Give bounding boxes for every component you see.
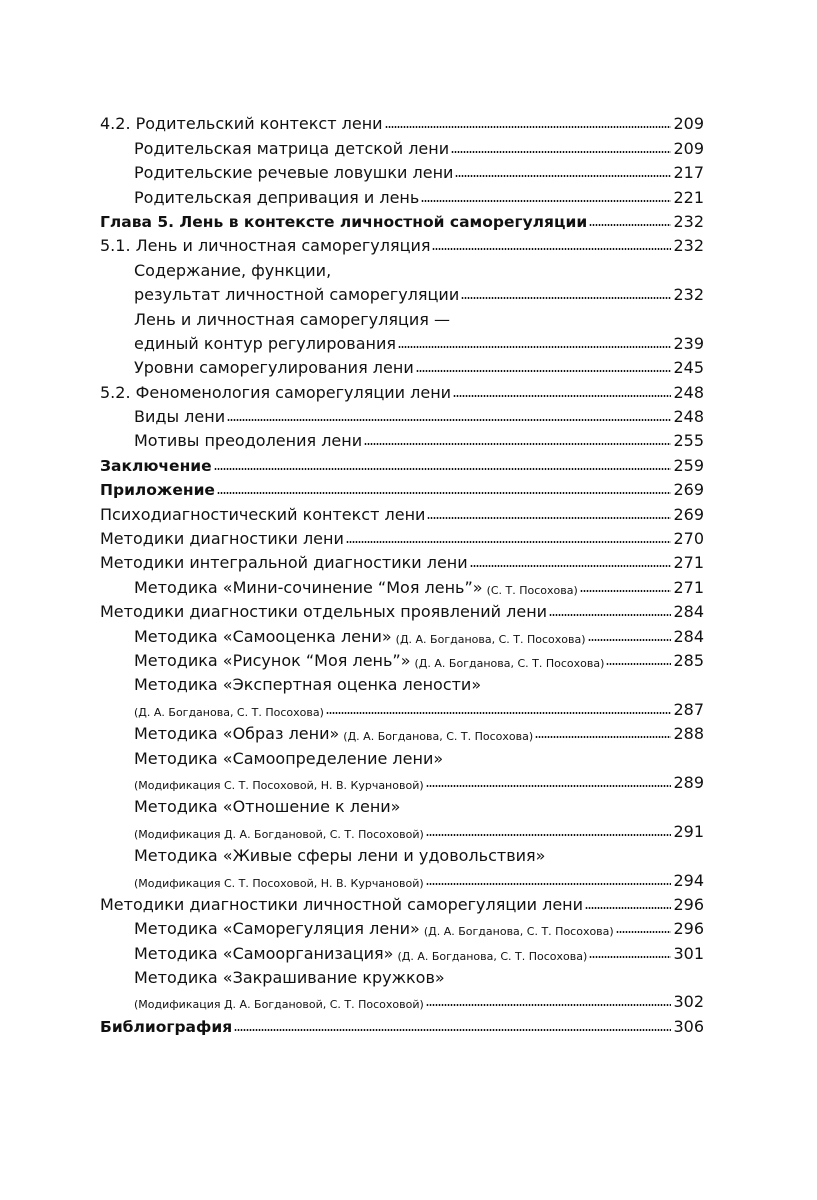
toc-entry	[100, 938, 704, 962]
toc-entry-title: Заключение	[100, 456, 212, 475]
dot-leader	[585, 907, 671, 909]
toc-entry-title: Родительская матрица детской лени	[134, 138, 450, 158]
dot-leader	[426, 834, 672, 836]
dot-leader	[214, 468, 672, 470]
dot-leader	[234, 1029, 671, 1031]
toc-entry-title: Методика «Самоорганизация»	[134, 943, 394, 963]
toc-page-number: 285	[673, 650, 704, 670]
toc-page-number: 284	[673, 602, 704, 622]
toc-entry	[100, 207, 704, 231]
toc-entry	[100, 646, 704, 670]
toc-entry	[100, 231, 704, 255]
toc-entry-authors: (Д. А. Богданова, С. Т. Посохова)	[134, 705, 324, 719]
toc-entry-title: Методика «Рисунок “Моя лень”»	[134, 650, 411, 670]
toc-entry-title: Методика «Мини-сочинение “Моя лень”»	[134, 577, 483, 597]
toc-page-number: 291	[673, 821, 704, 841]
toc-entry-title: Методика «Закрашивание кружков»	[134, 968, 445, 988]
toc-entry-authors: (Д. А. Богданова, С. Т. Посохова)	[397, 949, 588, 963]
toc-page-number: 288	[673, 724, 704, 744]
toc-entry-title: единый контур регулирования	[134, 333, 396, 353]
toc-entry	[100, 670, 704, 694]
toc-page-number: 294	[673, 870, 704, 890]
toc-entry-title: Методика «Саморегуляция лени»	[134, 919, 420, 939]
toc-entry-authors: (Модификация С. Т. Посоховой, Н. В. Курчановой)	[134, 876, 424, 890]
dot-leader	[589, 224, 671, 226]
toc-entry	[100, 329, 704, 353]
toc-entry-title: Родительские речевые ловушки лени	[134, 163, 454, 183]
toc-page-number: 301	[673, 943, 704, 963]
toc-entry	[100, 426, 704, 450]
toc-page-number: 302	[673, 992, 704, 1012]
toc-page-number: 255	[673, 431, 704, 451]
toc-page-number: 284	[673, 626, 704, 646]
toc-entry	[100, 963, 704, 987]
toc-entry-title: 5.1. Лень и личностная саморегуляция	[100, 236, 431, 256]
toc-entry	[100, 719, 704, 743]
toc-page-number: 248	[673, 407, 704, 427]
toc-entry-title: Содержание, функции,	[134, 260, 332, 280]
dot-leader	[606, 663, 671, 665]
toc-entry	[100, 572, 704, 596]
dot-leader	[432, 248, 671, 250]
dot-leader	[427, 517, 671, 519]
toc-entry	[100, 304, 704, 328]
toc-entry-title: Психодиагностический контекст лени	[100, 504, 426, 524]
toc-page-number: 248	[673, 382, 704, 402]
toc-entry	[100, 597, 704, 621]
toc-entry-title: Мотивы преодоления лени	[134, 431, 363, 451]
toc-entry-title: 4.2. Родительский контекст лени	[100, 114, 383, 134]
toc-page-number: 232	[673, 211, 704, 231]
toc-entry-authors: (С. Т. Посохова)	[486, 583, 578, 597]
toc-entry	[100, 890, 704, 914]
toc-entry	[100, 987, 704, 1011]
toc-entry-title: Методики диагностики личностной саморегуляции лени	[100, 894, 584, 914]
toc-page-number: 259	[673, 455, 704, 475]
dot-leader	[451, 151, 671, 153]
toc-entry-authors: (Д. А. Богданова, С. Т. Посохова)	[423, 925, 614, 939]
toc-page-number: 306	[673, 1016, 704, 1036]
toc-entry-title: Приложение	[100, 481, 215, 500]
toc-entry-title: Методика «Самоопределение лени»	[134, 748, 444, 768]
toc-entry-title: результат личностной саморегуляции	[134, 285, 460, 305]
toc-entry	[100, 621, 704, 645]
toc-entry	[100, 743, 704, 767]
toc-entry	[100, 841, 704, 865]
toc-entry	[100, 865, 704, 889]
toc-entry	[100, 499, 704, 523]
toc-page-number: 239	[673, 333, 704, 353]
toc-entry-title: Методика «Экспертная оценка лености»	[134, 675, 482, 695]
toc-page-number: 269	[673, 480, 704, 500]
dot-leader	[453, 395, 671, 397]
toc-entry-title: Методика «Отношение к лени»	[134, 797, 401, 817]
toc-entry-title: Лень и личностная саморегуляция —	[134, 309, 450, 329]
toc-entry	[100, 158, 704, 182]
toc-page-number: 271	[673, 577, 704, 597]
table-of-contents	[100, 109, 704, 1036]
dot-leader	[326, 712, 672, 714]
toc-entry-title: Уровни саморегулирования лени	[134, 358, 414, 378]
toc-page-number: 271	[673, 553, 704, 573]
toc-page-number: 217	[673, 163, 704, 183]
dot-leader	[421, 200, 671, 202]
dot-leader	[385, 126, 672, 128]
toc-entry-authors: (Модификация Д. А. Богдановой, С. Т. Посоховой)	[134, 827, 424, 841]
toc-entry	[100, 377, 704, 401]
dot-leader	[398, 346, 671, 348]
dot-leader	[589, 956, 671, 958]
dot-leader	[580, 590, 672, 592]
toc-entry-title: Методика «Самооценка лени»	[134, 626, 392, 646]
toc-entry-title: Виды лени	[134, 407, 226, 427]
toc-entry	[100, 816, 704, 840]
toc-entry	[100, 182, 704, 206]
toc-entry-authors: (Д. А. Богданова, С. Т. Посохова)	[395, 632, 586, 646]
toc-entry	[100, 768, 704, 792]
toc-page-number: 287	[673, 699, 704, 719]
toc-page-number: 221	[673, 187, 704, 207]
toc-page-number: 296	[673, 894, 704, 914]
toc-entry	[100, 450, 704, 474]
toc-entry-title: 5.2. Феноменология саморегуляции лени	[100, 382, 452, 402]
toc-entry	[100, 255, 704, 279]
toc-entry-title: Методики интегральной диагностики лени	[100, 553, 468, 573]
toc-page-number: 232	[673, 236, 704, 256]
toc-entry-authors: (Модификация Д. А. Богдановой, С. Т. Посоховой)	[134, 998, 424, 1012]
toc-entry	[100, 353, 704, 377]
dot-leader	[588, 639, 672, 641]
dot-leader	[416, 370, 672, 372]
toc-entry	[100, 694, 704, 718]
toc-entry	[100, 475, 704, 499]
toc-entry-authors: (Д. А. Богданова, С. Т. Посохова)	[343, 730, 534, 744]
toc-page-number: 209	[673, 114, 704, 134]
dot-leader	[470, 565, 672, 567]
toc-entry-title: Методики диагностики отдельных проявлений лени	[100, 602, 548, 622]
dot-leader	[227, 419, 671, 421]
toc-entry-title: Методики диагностики лени	[100, 529, 344, 549]
toc-entry-authors: (Д. А. Богданова, С. Т. Посохова)	[414, 656, 605, 670]
dot-leader	[364, 443, 671, 445]
toc-page-number: 245	[673, 358, 704, 378]
toc-entry	[100, 914, 704, 938]
dot-leader	[535, 736, 671, 738]
toc-entry	[100, 402, 704, 426]
dot-leader	[455, 175, 671, 177]
toc-entry	[100, 109, 704, 133]
toc-entry	[100, 280, 704, 304]
toc-entry	[100, 133, 704, 157]
toc-entry-title: Методика «Живые сферы лени и удовольствия»	[134, 846, 546, 866]
toc-page-number: 296	[673, 919, 704, 939]
dot-leader	[426, 785, 672, 787]
toc-entry	[100, 548, 704, 572]
dot-leader	[346, 541, 672, 543]
toc-entry	[100, 524, 704, 548]
toc-entry-title: Методика «Образ лени»	[134, 724, 340, 744]
toc-page-number: 209	[673, 138, 704, 158]
toc-entry-authors: (Модификация С. Т. Посоховой, Н. В. Курчановой)	[134, 778, 424, 792]
toc-entry-title: Глава 5. Лень в контексте личностной саморегуляции	[100, 212, 588, 231]
toc-page-number: 232	[673, 285, 704, 305]
dot-leader	[426, 1004, 672, 1006]
toc-entry	[100, 792, 704, 816]
dot-leader	[426, 883, 672, 885]
toc-page-number: 269	[673, 504, 704, 524]
toc-entry-title: Библиография	[100, 1017, 233, 1036]
toc-entry-title: Родительская депривация и лень	[134, 187, 420, 207]
dot-leader	[217, 492, 672, 494]
toc-entry	[100, 1011, 704, 1035]
dot-leader	[461, 297, 671, 299]
toc-page-number: 270	[673, 529, 704, 549]
dot-leader	[616, 931, 672, 933]
dot-leader	[549, 614, 671, 616]
toc-page-number: 289	[673, 772, 704, 792]
